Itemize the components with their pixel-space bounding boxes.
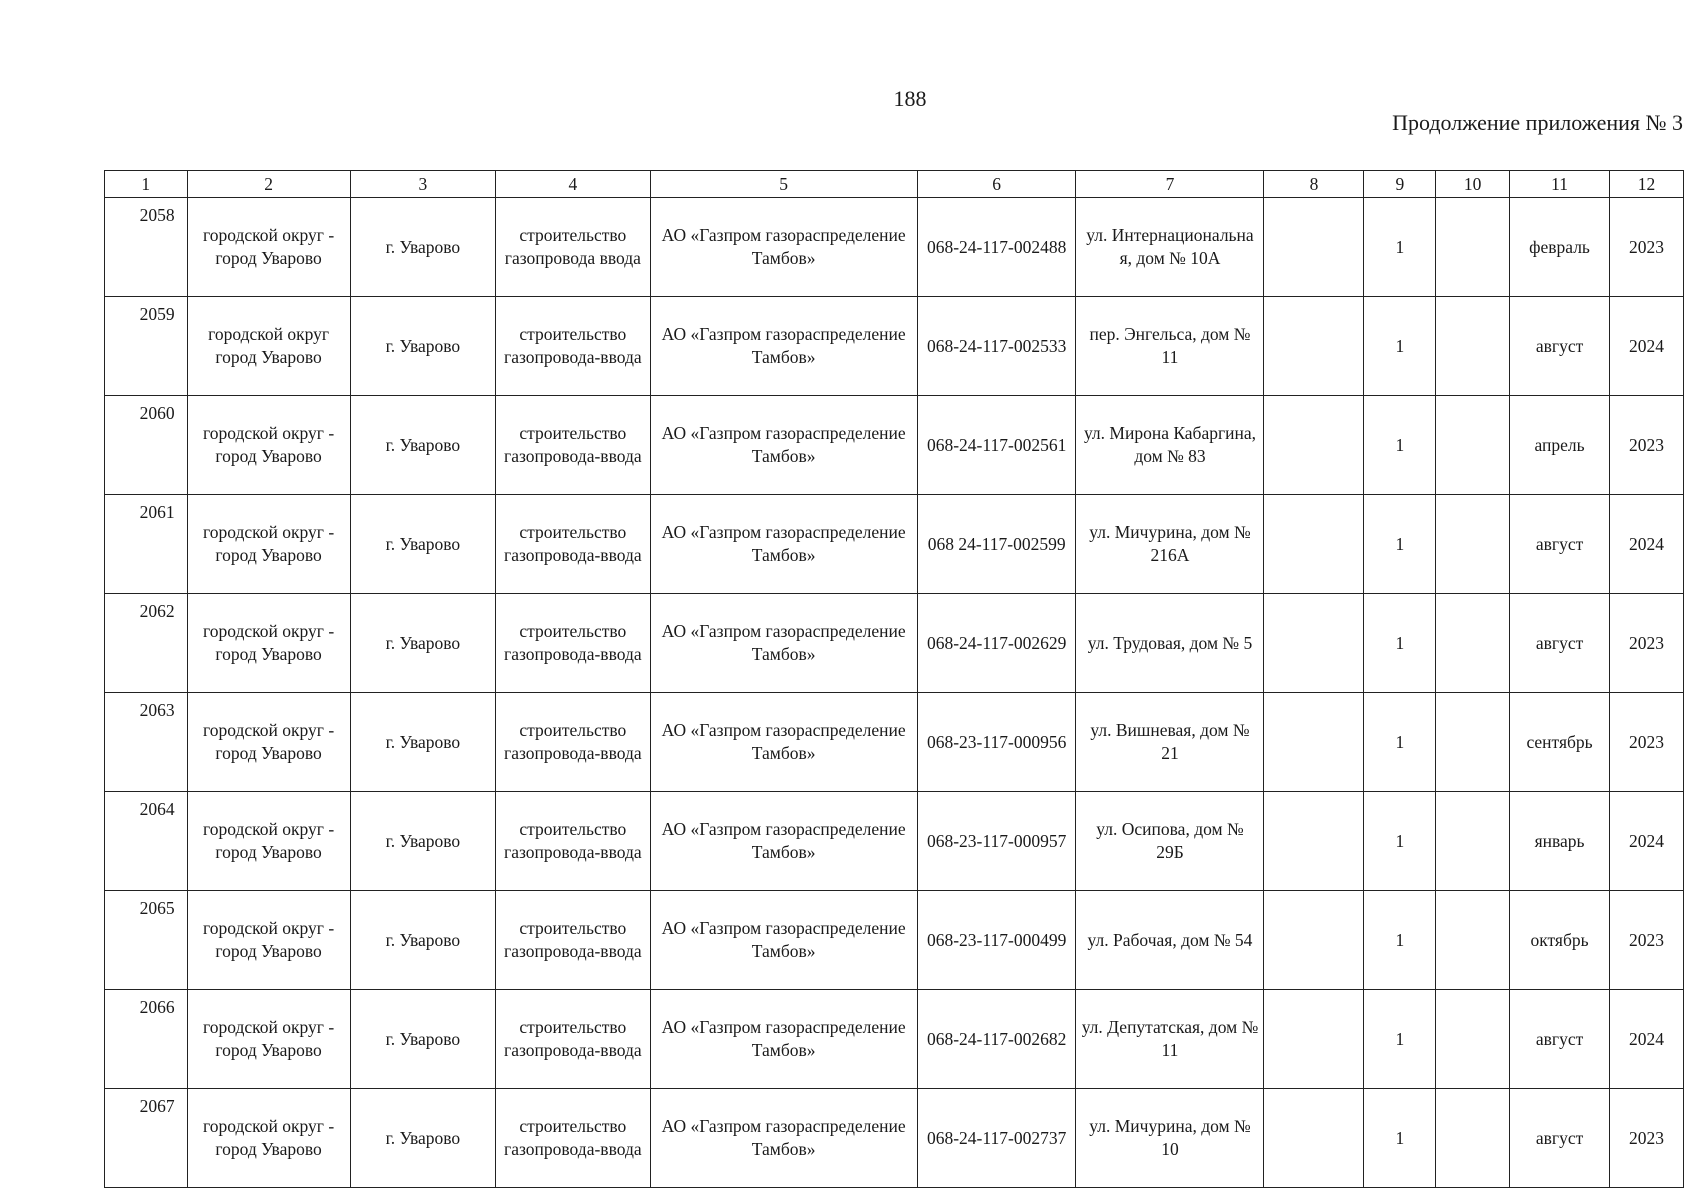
year-cell: 2023 [1610,1089,1684,1188]
code-cell: 068-24-117-002533 [917,297,1076,396]
month-cell: август [1510,495,1610,594]
address-cell: ул. Мирона Кабаргина, дом № 83 [1076,396,1264,495]
row-number-cell: 2063 [105,693,188,792]
code-cell: 068-23-117-000957 [917,792,1076,891]
count-cell: 1 [1364,396,1436,495]
address-cell: ул. Мичурина, дом № 10 [1076,1089,1264,1188]
district-cell: городской округ - город Уварово [187,1089,350,1188]
column-10-cell [1436,594,1510,693]
data-table-container [104,170,1684,1188]
row-number-cell: 2060 [105,396,188,495]
year-cell: 2024 [1610,792,1684,891]
code-cell: 068-23-117-000956 [917,693,1076,792]
table-row [105,693,1684,792]
organization-cell: АО «Газпром газораспределение Тамбов» [650,396,917,495]
header-cell: 5 [650,171,917,198]
organization-cell: АО «Газпром газораспределение Тамбов» [650,198,917,297]
count-cell: 1 [1364,594,1436,693]
table-body [105,198,1684,1188]
district-cell: городской округ - город Уварово [187,693,350,792]
header-row [105,171,1684,198]
month-cell: август [1510,594,1610,693]
header-cell: 2 [187,171,350,198]
year-cell: 2024 [1610,297,1684,396]
address-cell: ул. Интернациональна я, дом № 10А [1076,198,1264,297]
column-10-cell [1436,297,1510,396]
address-cell: ул. Вишневая, дом № 21 [1076,693,1264,792]
code-cell: 068 24-117-002599 [917,495,1076,594]
count-cell: 1 [1364,891,1436,990]
column-8-cell [1264,594,1364,693]
locality-cell: г. Уварово [350,396,496,495]
month-cell: август [1510,990,1610,1089]
district-cell: городской округ - город Уварово [187,792,350,891]
organization-cell: АО «Газпром газораспределение Тамбов» [650,792,917,891]
locality-cell: г. Уварово [350,1089,496,1188]
row-number-cell: 2058 [105,198,188,297]
row-number-cell: 2064 [105,792,188,891]
district-cell: городской округ - город Уварово [187,198,350,297]
work-type-cell: строительство газопровода ввода [496,198,650,297]
year-cell: 2023 [1610,891,1684,990]
work-type-cell: строительство газопровода-ввода [496,891,650,990]
count-cell: 1 [1364,297,1436,396]
column-8-cell [1264,990,1364,1089]
count-cell: 1 [1364,693,1436,792]
locality-cell: г. Уварово [350,693,496,792]
year-cell: 2023 [1610,594,1684,693]
month-cell: август [1510,1089,1610,1188]
year-cell: 2024 [1610,495,1684,594]
month-cell: февраль [1510,198,1610,297]
count-cell: 1 [1364,198,1436,297]
work-type-cell: строительство газопровода-ввода [496,1089,650,1188]
organization-cell: АО «Газпром газораспределение Тамбов» [650,891,917,990]
month-cell: август [1510,297,1610,396]
locality-cell: г. Уварово [350,792,496,891]
header-cell: 1 [105,171,188,198]
table-row [105,495,1684,594]
table-row [105,198,1684,297]
count-cell: 1 [1364,1089,1436,1188]
address-cell: ул. Рабочая, дом № 54 [1076,891,1264,990]
count-cell: 1 [1364,495,1436,594]
column-10-cell [1436,396,1510,495]
organization-cell: АО «Газпром газораспределение Тамбов» [650,1089,917,1188]
locality-cell: г. Уварово [350,990,496,1089]
locality-cell: г. Уварово [350,198,496,297]
year-cell: 2023 [1610,693,1684,792]
code-cell: 068-24-117-002737 [917,1089,1076,1188]
column-10-cell [1436,495,1510,594]
row-number-cell: 2062 [105,594,188,693]
work-type-cell: строительство газопровода-ввода [496,990,650,1089]
month-cell: апрель [1510,396,1610,495]
header-cell: 9 [1364,171,1436,198]
organization-cell: АО «Газпром газораспределение Тамбов» [650,693,917,792]
year-cell: 2023 [1610,198,1684,297]
work-type-cell: строительство газопровода-ввода [496,792,650,891]
address-cell: пер. Энгельса, дом № 11 [1076,297,1264,396]
organization-cell: АО «Газпром газораспределение Тамбов» [650,495,917,594]
work-type-cell: строительство газопровода-ввода [496,297,650,396]
address-cell: ул. Депутатская, дом № 11 [1076,990,1264,1089]
code-cell: 068-23-117-000499 [917,891,1076,990]
table-row [105,297,1684,396]
column-10-cell [1436,1089,1510,1188]
header-cell: 8 [1264,171,1364,198]
locality-cell: г. Уварово [350,891,496,990]
district-cell: городской округ - город Уварово [187,495,350,594]
header-cell: 6 [917,171,1076,198]
address-cell: ул. Мичурина, дом № 216А [1076,495,1264,594]
district-cell: городской округ - город Уварово [187,990,350,1089]
work-type-cell: строительство газопровода-ввода [496,594,650,693]
organization-cell: АО «Газпром газораспределение Тамбов» [650,990,917,1089]
page-number: 188 [893,86,927,111]
table-row [105,1089,1684,1188]
column-8-cell [1264,495,1364,594]
column-8-cell [1264,396,1364,495]
row-number-cell: 2066 [105,990,188,1089]
year-cell: 2023 [1610,396,1684,495]
data-table [104,170,1684,1188]
header-cell: 4 [496,171,650,198]
column-10-cell [1436,198,1510,297]
month-cell: октябрь [1510,891,1610,990]
code-cell: 068-24-117-002629 [917,594,1076,693]
table-row [105,891,1684,990]
row-number-cell: 2067 [105,1089,188,1188]
organization-cell: АО «Газпром газораспределение Тамбов» [650,297,917,396]
column-8-cell [1264,891,1364,990]
address-cell: ул. Осипова, дом № 29Б [1076,792,1264,891]
locality-cell: г. Уварово [350,594,496,693]
district-cell: городской округ - город Уварово [187,594,350,693]
header-cell: 12 [1610,171,1684,198]
row-number-cell: 2065 [105,891,188,990]
appendix-label: Продолжение приложения № 3 [1392,110,1683,135]
month-cell: сентябрь [1510,693,1610,792]
column-8-cell [1264,693,1364,792]
header-cell: 11 [1510,171,1610,198]
code-cell: 068-24-117-002561 [917,396,1076,495]
column-8-cell [1264,297,1364,396]
district-cell: городской округ - город Уварово [187,891,350,990]
table-row [105,792,1684,891]
header-cell: 10 [1436,171,1510,198]
header-cell: 3 [350,171,496,198]
header-cell: 7 [1076,171,1264,198]
organization-cell: АО «Газпром газораспределение Тамбов» [650,594,917,693]
address-cell: ул. Трудовая, дом № 5 [1076,594,1264,693]
code-cell: 068-24-117-002682 [917,990,1076,1089]
year-cell: 2024 [1610,990,1684,1089]
table-row [105,990,1684,1089]
table-row [105,396,1684,495]
column-10-cell [1436,693,1510,792]
count-cell: 1 [1364,990,1436,1089]
work-type-cell: строительство газопровода-ввода [496,495,650,594]
work-type-cell: строительство газопровода-ввода [496,396,650,495]
locality-cell: г. Уварово [350,495,496,594]
column-10-cell [1436,990,1510,1089]
locality-cell: г. Уварово [350,297,496,396]
table-row [105,594,1684,693]
row-number-cell: 2059 [105,297,188,396]
district-cell: городской округ город Уварово [187,297,350,396]
count-cell: 1 [1364,792,1436,891]
column-8-cell [1264,1089,1364,1188]
row-number-cell: 2061 [105,495,188,594]
district-cell: городской округ - город Уварово [187,396,350,495]
column-8-cell [1264,198,1364,297]
code-cell: 068-24-117-002488 [917,198,1076,297]
work-type-cell: строительство газопровода-ввода [496,693,650,792]
column-10-cell [1436,891,1510,990]
column-8-cell [1264,792,1364,891]
month-cell: январь [1510,792,1610,891]
column-10-cell [1436,792,1510,891]
